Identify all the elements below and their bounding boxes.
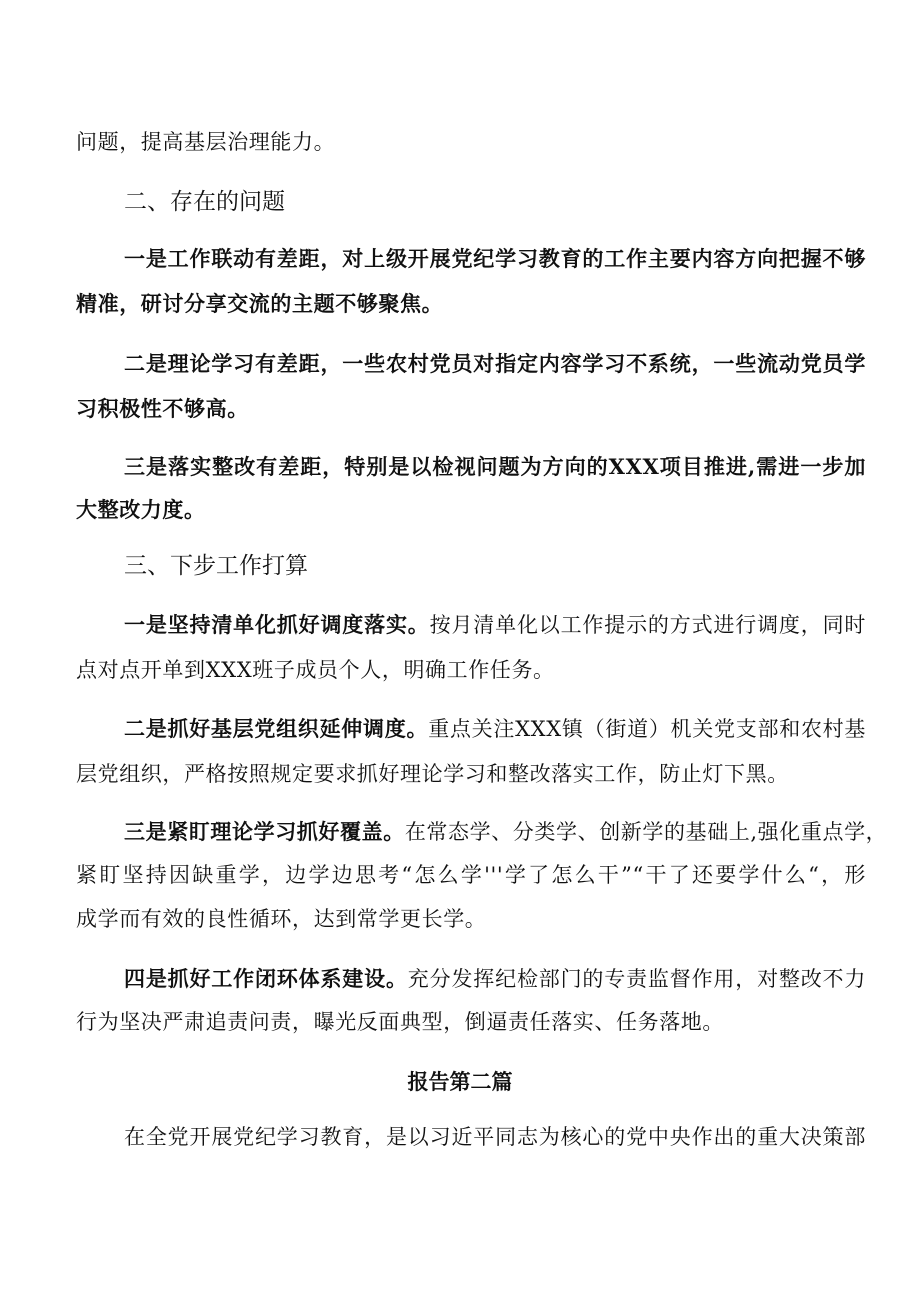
intro-tail-line: 问题，提高基层治理能力。 (76, 130, 336, 154)
section3-p3-lead: 三是紧盯理论学习抓好覆盖。 (124, 819, 405, 844)
section2-p3-line2: 大整改力度。 (76, 497, 206, 522)
section3-p2-line1-rest: 重点关注XXX镇（街道）机关党支部和农村基 (428, 717, 866, 741)
section3-p3-line2: 紧盯坚持因缺重学，边学边思考“怎么学'''学了怎么干”“干了还要学什么“，形 (76, 863, 866, 887)
section2-p3-line1: 三是落实整改有差距，特别是以检视问题为方向的XXX项目推进,需进一步加 (124, 454, 866, 479)
section3-p1-line1-rest: 按月清单化以工作提示的方式进行调度，同时 (429, 613, 866, 637)
section3-p4-line1-rest: 充分发挥纪检部门的专责监督作用，对整改不力 (407, 967, 866, 991)
section3-p4-lead: 四是抓好工作闭环体系建设。 (124, 966, 408, 991)
section2-p2-line1: 二是理论学习有差距，一些农村党员对指定内容学习不系统，一些流动党员学 (124, 351, 866, 376)
section3-p2-lead: 二是抓好基层党组织延伸调度。 (124, 716, 429, 741)
section3-p3-line3: 成学而有效的良性循环，达到常学更长学。 (76, 907, 487, 931)
section3-p3-line1-rest: 在常态学、分类学、创新学的基础上,强化重点学， (404, 820, 888, 844)
section3-p3-line1 (124, 819, 888, 844)
section3-p2-line1 (124, 717, 866, 741)
section3-p4-line1 (124, 967, 866, 991)
section2-p2-line2: 习积极性不够高。 (76, 396, 249, 421)
report2-title: 报告第二篇 (407, 1070, 513, 1094)
section3-heading: 三、下步工作打算 (124, 553, 308, 579)
section3-p1-line2: 点对点开单到XXX班子成员个人，明确工作任务。 (76, 658, 555, 682)
section2-p1-line2: 精准，研讨分享交流的主题不够聚焦。 (76, 291, 444, 316)
section3-p2-line2: 层党组织，严格按照规定要求抓好理论学习和整改落实工作，防止灯下黑。 (76, 762, 789, 786)
report2-first-line: 在全党开展党纪学习教育，是以习近平同志为核心的党中央作出的重大决策部 (124, 1125, 866, 1149)
section3-p1-lead: 一是坚持清单化抓好调度落实。 (124, 612, 430, 637)
section3-p1-line1 (124, 613, 866, 637)
section3-p4-line2: 行为坚决严肃追责问责，曝光反面典型，倒逼责任落实、任务落地。 (76, 1010, 724, 1034)
section2-p1-line1: 一是工作联动有差距，对上级开展党纪学习教育的工作主要内容方向把握不够 (124, 246, 866, 271)
section2-heading: 二、存在的问题 (124, 189, 285, 215)
